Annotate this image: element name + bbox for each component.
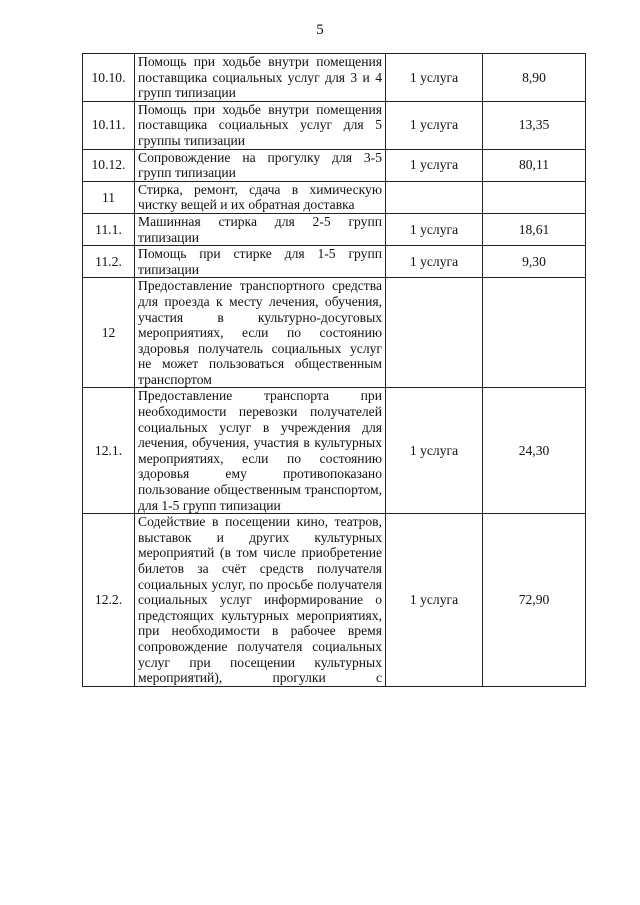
table-row: [83, 278, 586, 388]
service-name: Стирка, ремонт, сдача в химическую чистку вещей и их обратная доставка: [135, 181, 386, 213]
service-price: 8,90: [483, 54, 586, 102]
row-number: 11: [83, 181, 135, 213]
table-row: [83, 388, 586, 514]
service-name: Машинная стирка для 2-5 групп типизации: [135, 213, 386, 245]
service-unit: 1 услуга: [386, 388, 483, 514]
service-price: [483, 181, 586, 213]
row-number: 11.1.: [83, 213, 135, 245]
page-number: 5: [316, 22, 324, 38]
service-unit: 1 услуга: [386, 246, 483, 278]
service-unit: 1 услуга: [386, 54, 483, 102]
table-row: [83, 181, 586, 213]
service-unit: 1 услуга: [386, 213, 483, 245]
service-unit: [386, 181, 483, 213]
row-number: 11.2.: [83, 246, 135, 278]
row-number: 10.11.: [83, 101, 135, 149]
table-row: [83, 213, 586, 245]
table-row: [83, 149, 586, 181]
service-name: Помощь при ходьбе внутри помещения поставщика социальных услуг для 3 и 4 групп типизации: [135, 54, 386, 102]
service-price: 9,30: [483, 246, 586, 278]
service-unit: 1 услуга: [386, 514, 483, 687]
table-row: [83, 101, 586, 149]
service-unit: 1 услуга: [386, 101, 483, 149]
service-name: Помощь при стирке для 1-5 групп типизации: [135, 246, 386, 278]
service-name: Содействие в посещении кино, театров, выставок и других культурных мероприятий (в том числе приобретение билетов за счёт средств получателя социальных услуг, по просьбе получателя социальных услуг информирование о предстоящих культурных мероприятиях, при необходимости в рабочее время сопровождение получателя социальных услуг при посещении культурных мероприятий), прогулки с: [135, 514, 386, 687]
service-price: 24,30: [483, 388, 586, 514]
row-number: 10.10.: [83, 54, 135, 102]
service-name: Предоставление транспортного средства для проезда к месту лечения, обучения, участия в культурно-досуговых мероприятиях, если по состоянию здоровья получатель социальных услуг не может пользоваться общественным транспортом: [135, 278, 386, 388]
table-row: [83, 246, 586, 278]
table-row: [83, 54, 586, 102]
row-number: 12.2.: [83, 514, 135, 687]
row-number: 12: [83, 278, 135, 388]
service-price: [483, 278, 586, 388]
service-name: Помощь при ходьбе внутри помещения поставщика социальных услуг для 5 группы типизации: [135, 101, 386, 149]
service-price: 13,35: [483, 101, 586, 149]
row-number: 12.1.: [83, 388, 135, 514]
table-row: [83, 514, 586, 687]
service-price: 18,61: [483, 213, 586, 245]
service-unit: 1 услуга: [386, 149, 483, 181]
service-unit: [386, 278, 483, 388]
service-name: Сопровождение на прогулку для 3-5 групп типизации: [135, 149, 386, 181]
service-price: 80,11: [483, 149, 586, 181]
services-table: [82, 53, 586, 687]
service-name: Предоставление транспорта при необходимости перевозки получателей социальных услуг в учреждения для лечения, обучения, участия в культурных мероприятиях, если по состоянию здоровья ему противопоказано пользование общественным транспортом, для 1-5 групп типизации: [135, 388, 386, 514]
service-price: 72,90: [483, 514, 586, 687]
row-number: 10.12.: [83, 149, 135, 181]
